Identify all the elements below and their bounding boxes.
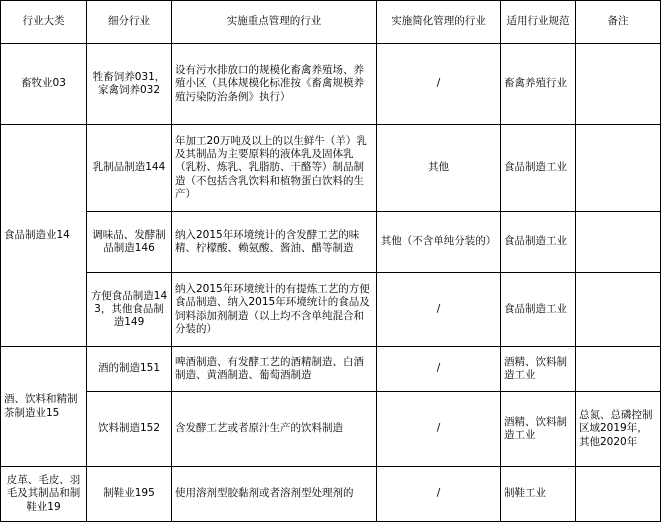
applicable-norm-cell: 制鞋工业	[501, 467, 576, 522]
table-row	[1, 273, 661, 347]
remarks-cell	[576, 273, 661, 347]
remarks-cell	[576, 467, 661, 522]
remarks-cell	[576, 347, 661, 392]
header-sub-industry: 细分行业	[87, 1, 172, 44]
simplified-management-cell: /	[377, 347, 501, 392]
major-industry-cell: 食品制造业14	[1, 125, 87, 347]
simplified-management-cell: /	[377, 44, 501, 125]
header-remarks: 备注	[576, 1, 661, 44]
key-management-cell: 啤酒制造、有发酵工艺的酒精制造、白酒制造、黄酒制造、葡萄酒制造	[172, 347, 377, 392]
sub-industry-cell: 牲畜饲养031，家禽饲养032	[87, 44, 172, 125]
applicable-norm-cell: 食品制造工业	[501, 212, 576, 273]
key-management-cell: 含发酵工艺或者原汁生产的饮料制造	[172, 392, 377, 467]
simplified-management-cell: /	[377, 273, 501, 347]
table-row	[1, 44, 661, 125]
sub-industry-cell: 饮料制造152	[87, 392, 172, 467]
applicable-norm-cell: 酒精、饮料制造工业	[501, 347, 576, 392]
sub-industry-cell: 调味品、发酵制品制造146	[87, 212, 172, 273]
table-row	[1, 347, 661, 392]
applicable-norm-cell: 食品制造工业	[501, 273, 576, 347]
remarks-cell	[576, 125, 661, 212]
simplified-management-cell: /	[377, 392, 501, 467]
key-management-cell: 纳入2015年环境统计的有提炼工艺的方便食品制造、纳入2015年环境统计的食品及饲料添加剂制造（以上均不含单纯混合和分装的）	[172, 273, 377, 347]
table-row	[1, 125, 661, 212]
sub-industry-cell: 方便食品制造143，其他食品制造149	[87, 273, 172, 347]
simplified-management-cell: 其他（不含单纯分装的）	[377, 212, 501, 273]
table-row	[1, 212, 661, 273]
table-row	[1, 392, 661, 467]
sub-industry-cell: 酒的制造151	[87, 347, 172, 392]
header-major-industry: 行业大类	[1, 1, 87, 44]
major-industry-cell: 皮革、毛皮、羽毛及其制品和制鞋业19	[1, 467, 87, 522]
remarks-cell	[576, 212, 661, 273]
key-management-cell: 年加工20万吨及以上的以生鲜牛（羊）乳及其制品为主要原料的液体乳及固体乳（乳粉、炼乳、乳脂肪、干酪等）制品制造（不包括含乳饮料和植物蛋白饮料的生产）	[172, 125, 377, 212]
applicable-norm-cell: 畜禽养殖行业	[501, 44, 576, 125]
remarks-cell: 总氮、总磷控制区域2019年，其他2020年	[576, 392, 661, 467]
header-key-management: 实施重点管理的行业	[172, 1, 377, 44]
header-row	[1, 1, 661, 44]
major-industry-cell: 酒、饮料和精制茶制造业15	[1, 347, 87, 467]
sub-industry-cell: 制鞋业195	[87, 467, 172, 522]
header-applicable-norm: 适用行业规范	[501, 1, 576, 44]
key-management-cell: 使用溶剂型胶黏剂或者溶剂型处理剂的	[172, 467, 377, 522]
key-management-cell: 纳入2015年环境统计的含发酵工艺的味精、柠檬酸、赖氨酸、酱油、醋等制造	[172, 212, 377, 273]
sub-industry-cell: 乳制品制造144	[87, 125, 172, 212]
key-management-cell: 设有污水排放口的规模化畜禽养殖场、养殖小区（具体规模化标准按《畜禽规模养殖污染防治条例》执行）	[172, 44, 377, 125]
applicable-norm-cell: 食品制造工业	[501, 125, 576, 212]
simplified-management-cell: 其他	[377, 125, 501, 212]
remarks-cell	[576, 44, 661, 125]
header-simplified-management: 实施简化管理的行业	[377, 1, 501, 44]
applicable-norm-cell: 酒精、饮料制造工业	[501, 392, 576, 467]
table-row	[1, 467, 661, 522]
major-industry-cell: 畜牧业03	[1, 44, 87, 125]
simplified-management-cell: /	[377, 467, 501, 522]
